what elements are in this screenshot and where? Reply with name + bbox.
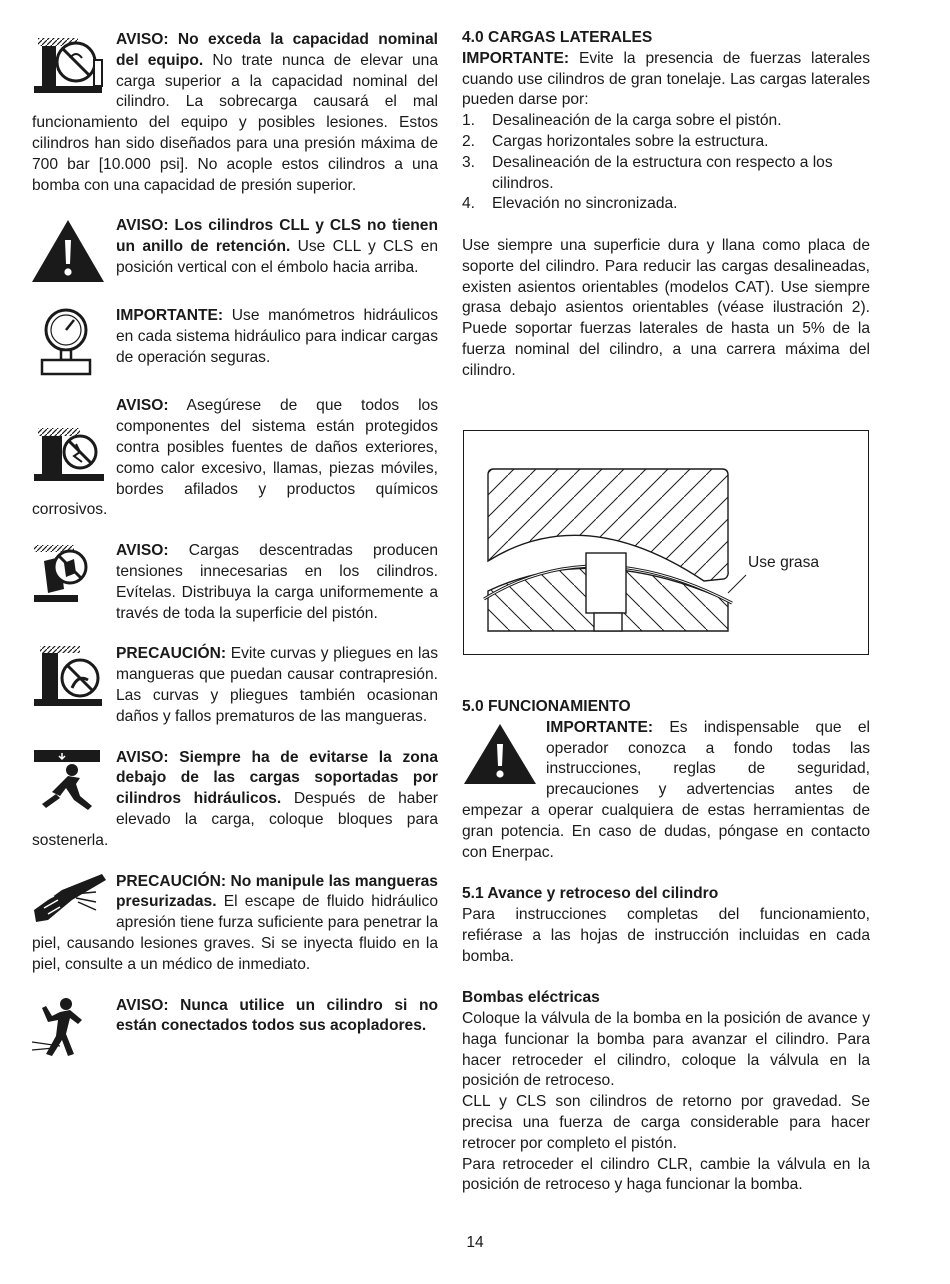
warning-retention-title: AVISO: Los cilindros CLL y CLS no tienen un anillo de retención.: [116, 217, 438, 256]
warning-under-load-title: AVISO: Siempre ha de evitarse la zona debajo de las cargas soportadas por cilindros hidráulicos.: [116, 748, 438, 808]
electric-pumps-p2: CLL y CLS son cilindros de retorno por gravedad. Se precisa una fuerza de carga considerable para hacer retrocer por completo el pistón.: [462, 1093, 870, 1152]
electric-pumps-heading: Bombas eléctricas: [462, 989, 600, 1007]
protected-components-icon: [32, 396, 110, 486]
warning-retention-text: Use CLL y CLS en posición vertical con el émbolo hacia arriba.: [116, 238, 438, 276]
caution-hoses-text: Evite curvas y pliegues en las mangueras que puedan causar contrapresión. Las curvas y pliegues también ocasionan daños y fallos prematuros de las mangueras.: [116, 645, 438, 725]
caution-pressurized-title: PRECAUCIÓN: No manipule las mangueras presurizadas.: [116, 872, 438, 911]
side-load-causes-list: [462, 111, 870, 215]
list-item: 1. Desalineación de la carga sobre el pistón.: [462, 112, 782, 130]
caution-pressurized-text: El escape de fluido hidráulico apresión tiene furza suficiente para penetrar la piel, causando lesiones graves. Si se inyecta fluido en la piel, consulte a un médico de inmediato.: [32, 893, 438, 973]
caution-hoses-title: PRECAUCIÓN:: [116, 645, 227, 663]
caution-pressurized-hoses: [32, 872, 438, 976]
warning-capacity: [32, 30, 438, 196]
section-5-important: [462, 718, 870, 864]
warning-offcenter-text: Cargas descentradas producen tensiones innecesarias en los cilindros. Evítelas. Distribuya la carga uniformemente a través de toda la superficie del pistón.: [116, 542, 438, 622]
page-number: 14: [466, 1234, 484, 1251]
section-4-intro: Evite la presencia de fuerzas laterales cuando use cilindros de gran tonelaje. Las cargas laterales pueden darse por:: [462, 49, 870, 109]
section-5-text: Es indispensable que el operador conozca a fondo todas las instrucciones, reglas de seguridad, precauciones y advertencias antes de empezar a operar cualquiera de estas herramientas de gran potencia. En caso de dudas, póngase en contacto con Enerpac.: [462, 718, 870, 861]
warning-capacity-text: No trate nunca de elevar una carga superior a la capacidad nominal del cilindro. La sobrecarga causará el mal funcionamiento del equipo y posibles lesiones. Estos cilindros han sido diseñados para una presión máxima de 700 bar [10.000 psi]. No acople estos cilindros a una bomba con una capacidad de presión superior.: [32, 51, 438, 194]
warning-protection-text: Asegúrese de que todos los componentes del sistema están protegidos contra posibles fuentes de daños exteriores, como calor excesivo, llamas, piezas móviles, bordes afilados y productos químicos corrosivos.: [32, 397, 438, 519]
important-gauges-text: Use manómetros hidráulicos en cada sistema hidráulico para indicar cargas de operación seguras.: [116, 307, 438, 366]
warning-offcenter-title: AVISO:: [116, 542, 169, 560]
warning-protection-title: AVISO:: [116, 397, 169, 415]
warning-couplers: [32, 996, 438, 1066]
section-5-1-heading: 5.1 Avance y retroceso del cilindro: [462, 885, 719, 903]
falling-person-icon: [32, 996, 110, 1066]
section-4-heading: 4.0 CARGAS LATERALES: [462, 29, 653, 46]
grease-label: Use grasa: [748, 554, 820, 571]
overload-cylinder-icon: [32, 30, 110, 100]
list-item: 2. Cargas horizontales sobre la estructura.: [462, 132, 769, 150]
warning-under-load-text: Después de haber elevado la carga, coloque bloques para sostenerla.: [32, 790, 438, 849]
list-item: 3. Desalineación de la estructura con respecto a los cilindros.: [462, 153, 833, 192]
hand-injection-icon: [32, 872, 110, 928]
warning-triangle-icon: [462, 718, 542, 788]
electric-pumps-p3: Para retroceder el cilindro CLR, cambie la válvula en la posición de retroceso y haga funcionar la bomba.: [462, 1155, 870, 1194]
warning-protection: [32, 396, 438, 521]
section-4-important: IMPORTANTE:: [462, 49, 570, 67]
important-gauges-title: IMPORTANTE:: [116, 307, 224, 325]
warning-capacity-title: AVISO: No exceda la capacidad nominal del equipo.: [116, 31, 438, 69]
right-column: [462, 28, 870, 382]
right-column-lower: [462, 697, 870, 1196]
electric-pumps-p1: Coloque la válvula de la bomba en la posición de avance y haga funcionar la bomba para avanzar el cilindro. Para hacer retroceder el cilindro, coloque la válvula en la posición de retroceso.: [462, 1009, 870, 1090]
caution-hoses-bends: [32, 644, 438, 727]
list-item: 4. Elevación no sincronizada.: [462, 195, 678, 213]
left-column: [32, 28, 438, 1066]
warning-offcenter: [32, 541, 438, 624]
warning-retention-ring: [32, 216, 438, 286]
warning-under-load: [32, 748, 438, 852]
section-5-heading: 5.0 FUNCIONAMIENTO: [462, 698, 631, 715]
warning-couplers-title: AVISO: Nunca utilice un cilindro si no están conectados todos sus acopladores.: [116, 996, 438, 1035]
warning-triangle-icon: [32, 216, 110, 286]
tilt-saddle-figure: [463, 430, 869, 655]
section-5-important-label: IMPORTANTE:: [546, 718, 654, 736]
section-4-paragraph: Use siempre una superficie dura y llana como placa de soporte del cilindro. Para reducir las cargas desalineadas, existen asientos orientables (modelos CAT). Use siempre grasa debajo asientos orientables (véase ilustración 2). Puede soportar fuerzas laterales de hasta un 5% de la fuerza nominal del cilindro, a una carrera máxima del cilindro.: [462, 236, 870, 379]
important-gauges: [32, 306, 438, 376]
falling-load-person-icon: [32, 748, 110, 818]
tilt-saddle-illustration: [464, 431, 868, 654]
section-5-1-text: Para instrucciones completas del funcionamiento, refiérase a las hojas de instrucción incluidas en cada bomba.: [462, 905, 870, 965]
offcenter-load-icon: [32, 541, 110, 607]
hose-kink-icon: [32, 644, 110, 710]
pressure-gauge-icon: [32, 306, 110, 376]
